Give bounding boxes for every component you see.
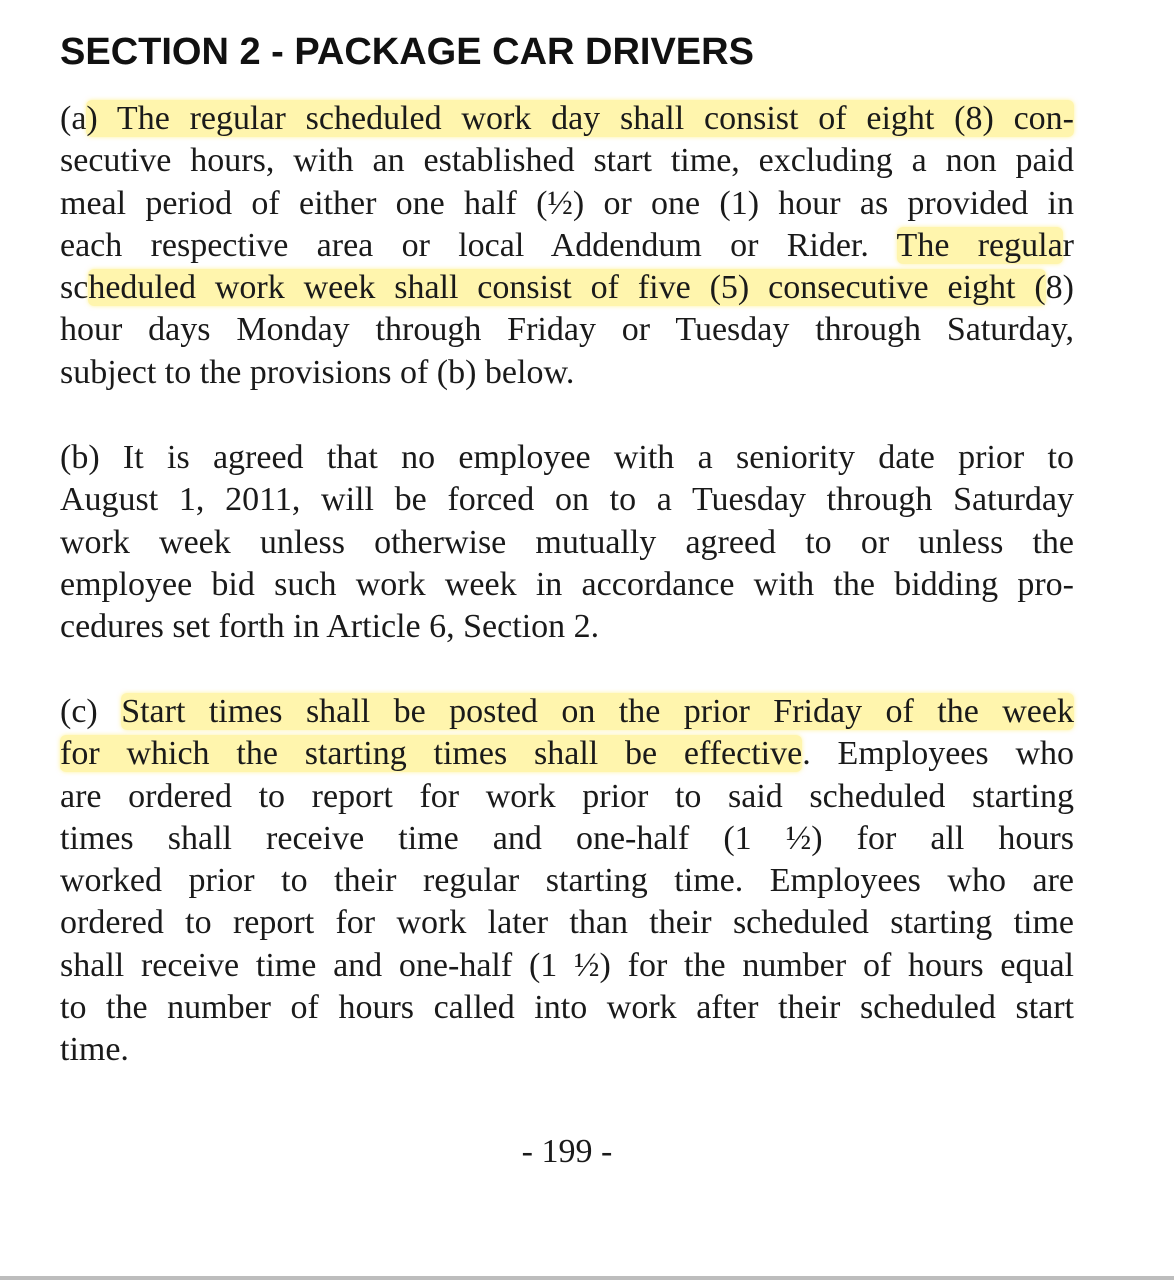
paragraph-line	[60, 225, 1074, 267]
paragraph-line: times shall receive time and one-half (1 ½) for all hours	[60, 819, 1074, 857]
section-title: SECTION 2 - PACKAGE CAR DRIVERS	[60, 31, 754, 73]
paragraph-line	[60, 98, 1074, 140]
text-run: sc	[60, 269, 89, 307]
paragraph-line	[60, 267, 1074, 309]
text-run: . Employees who	[802, 735, 1074, 773]
paragraph-line: ordered to report for work later than their scheduled starting time	[60, 904, 1074, 942]
paragraph-line: work week unless otherwise mutually agreed to or unless the	[60, 523, 1074, 561]
paragraph-line: time.	[60, 1031, 129, 1069]
text-run: (a	[60, 100, 87, 137]
highlighted-text: ) The regular scheduled work day shall consist of eight (8) con-	[86, 100, 1074, 137]
highlighted-text: heduled work week shall consist of five (5) consecutive eight (	[88, 269, 1046, 307]
paragraph-line	[60, 733, 1074, 775]
paragraph-line: secutive hours, with an established start time, excluding a non paid	[60, 142, 1074, 180]
bottom-divider	[0, 1276, 1174, 1280]
paragraph-b	[60, 437, 1074, 648]
paragraph-line: hour days Monday through Friday or Tuesday through Saturday,	[60, 311, 1074, 349]
paragraph-line: cedures set forth in Article 6, Section 2.	[60, 608, 600, 646]
text-run: r	[1062, 226, 1074, 264]
paragraph-line: employee bid such work week in accordance with the bidding pro-	[60, 565, 1074, 603]
text-run: (c)	[60, 693, 122, 730]
paragraph-c	[60, 691, 1074, 1072]
text-run: 8)	[1045, 269, 1074, 307]
paragraph-line: August 1, 2011, will be forced on to a Tuesday through Saturday	[60, 481, 1074, 519]
text-run: each respective area or local Addendum or Rider.	[60, 226, 897, 264]
paragraph-a	[60, 98, 1074, 394]
paragraph-line	[60, 691, 1074, 733]
paragraph-line: subject to the provisions of (b) below.	[60, 353, 575, 391]
highlighted-text: Start times shall be posted on the prior Friday of the week	[121, 693, 1074, 730]
paragraph-line: are ordered to report for work prior to said scheduled starting	[60, 777, 1074, 815]
paragraph-line: (b) It is agreed that no employee with a seniority date prior to	[60, 439, 1074, 476]
paragraph-line: shall receive time and one-half (1 ½) for the number of hours equal	[60, 946, 1074, 984]
paragraph-line: meal period of either one half (½) or one (1) hour as provided in	[60, 184, 1074, 222]
page-number: - 199 -	[521, 1133, 613, 1170]
paragraph-line: worked prior to their regular starting time. Employees who are	[60, 862, 1074, 900]
paragraph-line: to the number of hours called into work after their scheduled start	[60, 989, 1074, 1027]
highlighted-text: for which the starting times shall be effective	[60, 735, 803, 773]
highlighted-text: The regula	[896, 226, 1063, 264]
